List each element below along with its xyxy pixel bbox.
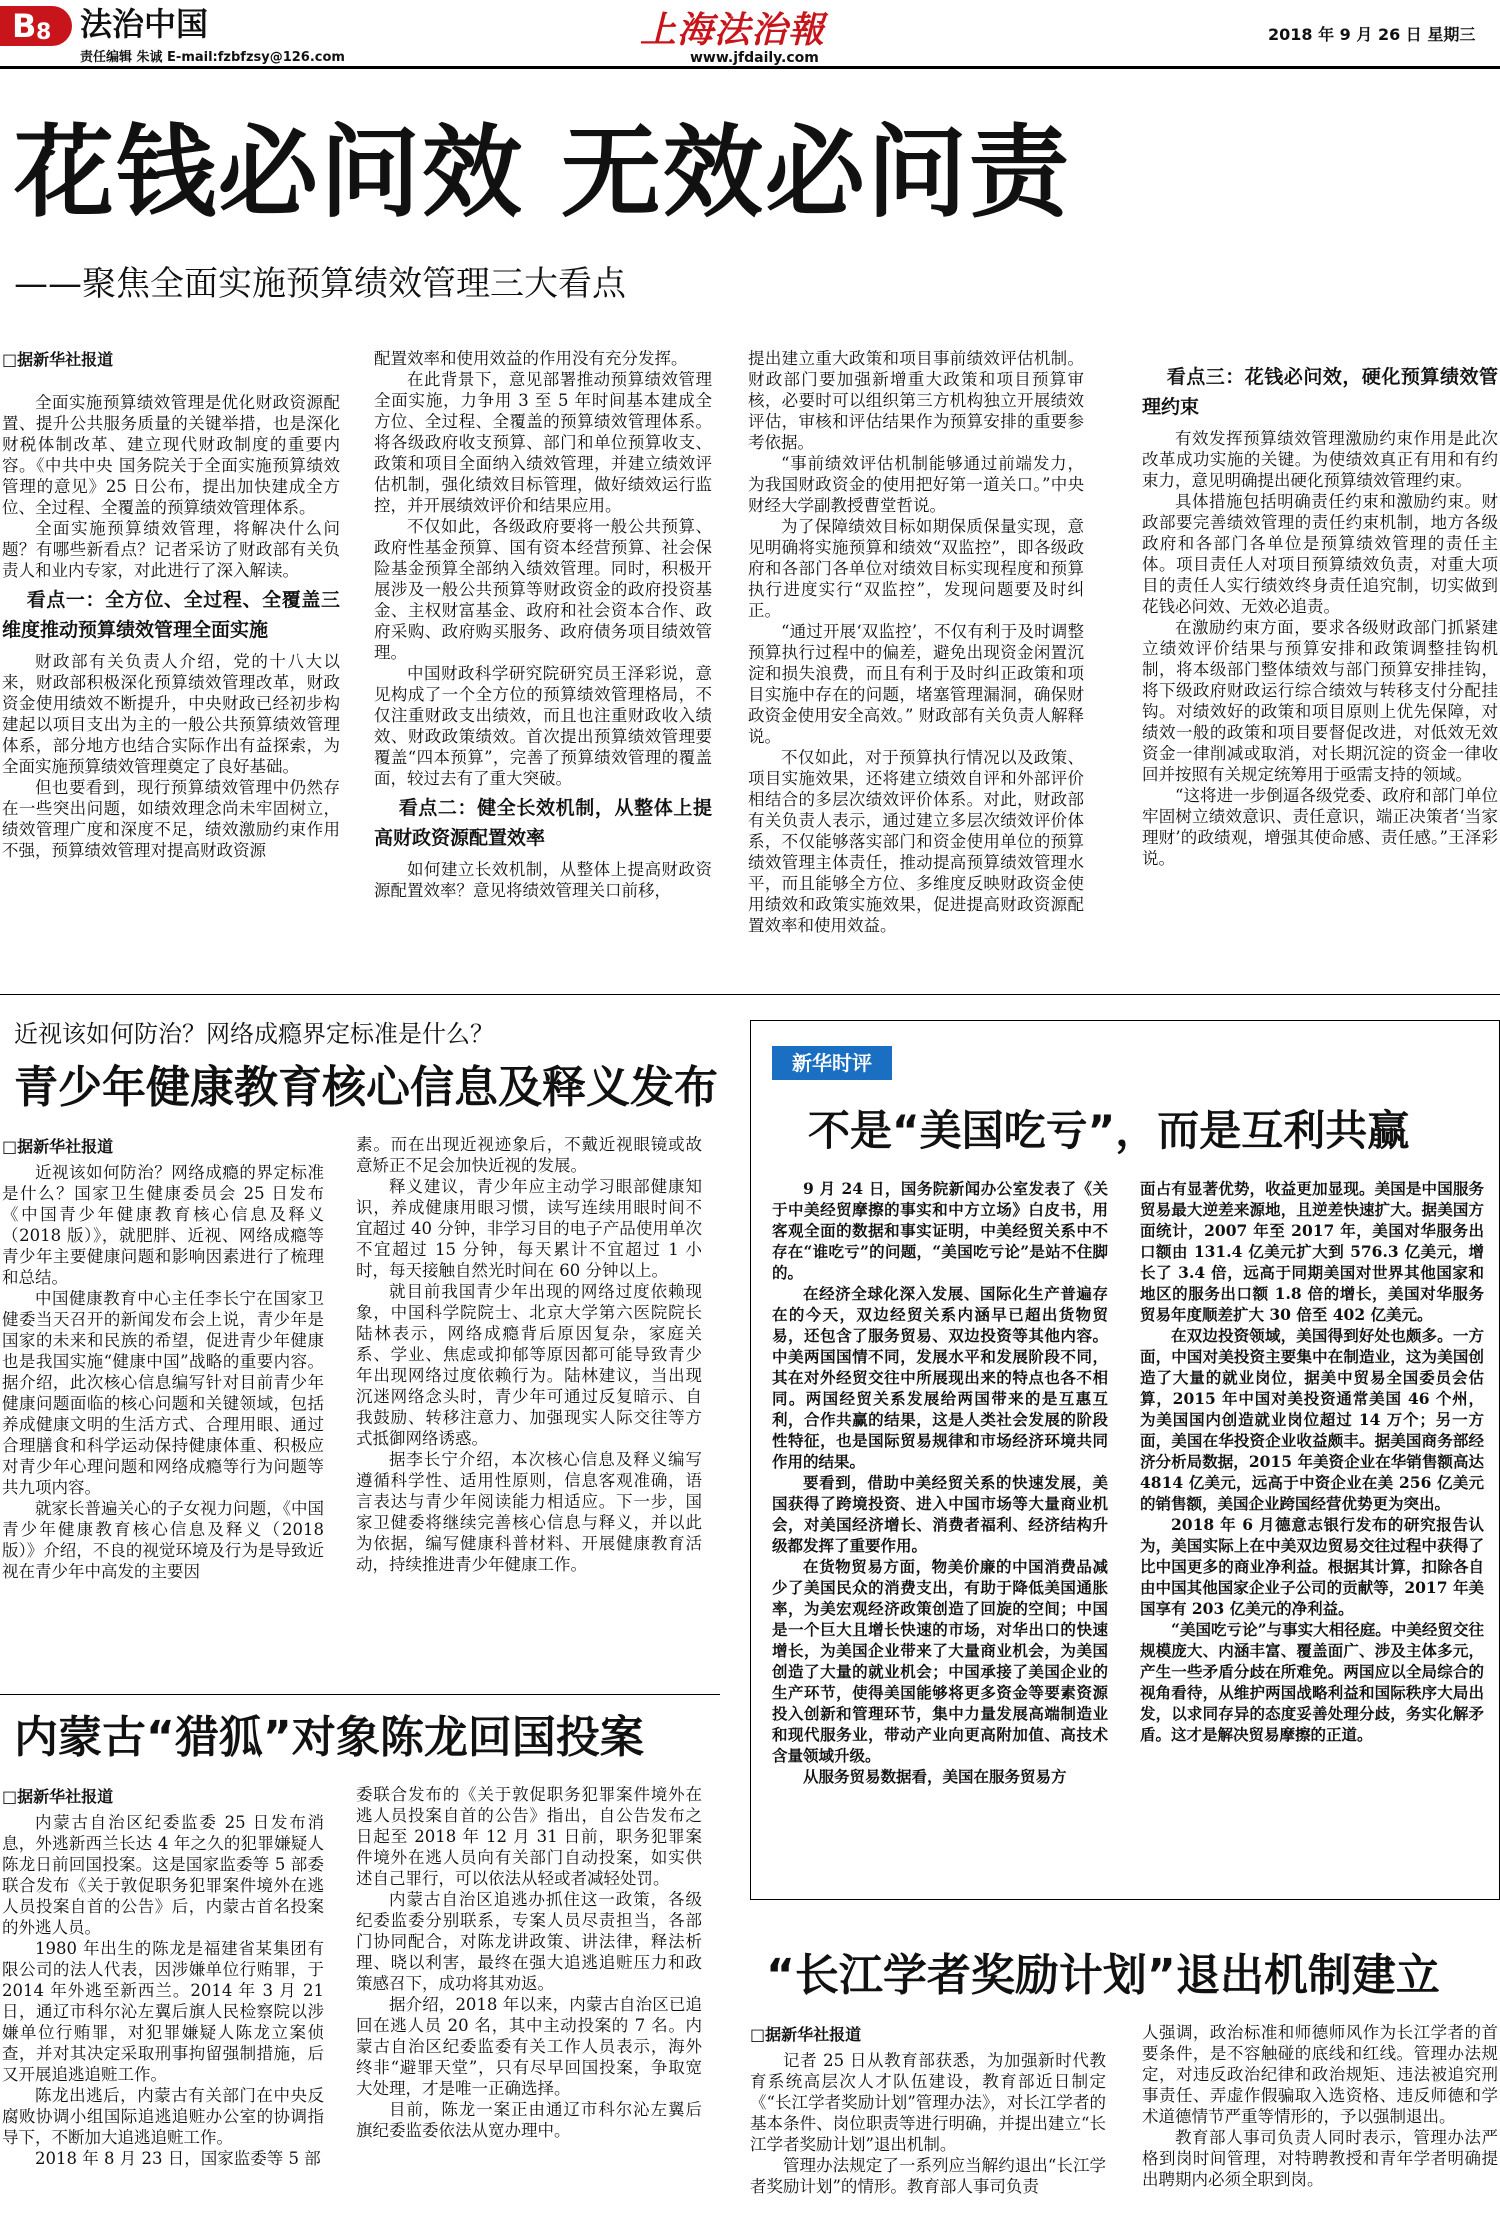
story2-bottom-rule xyxy=(0,1694,720,1695)
story1-column-4: 看点三：花钱必问效，硬化预算绩效管理约束 有效发挥预算绩效管理激励约束作用是此次改革成功实施的关键。为使绩效真正有用和有约束力，意见明确提出硬化预算绩效管理约束。 具体措施包括明确责任约束和激励约束。财政部要完善绩效管理的责任约束机制，地方各级政府和各部门各单位是预算绩效管理的责任主体。项目责任人对项目预算绩效负责，对重大项目的责任人实行绩效终身责任追究制，切实做到花钱必问效、无效必追责。 在激励约束方面，要求各级财政部门抓紧建立绩效评价结果与预算安排和政策调整挂钩机制，将本级部门整体绩效与部门预算安排挂钩，将下级政府财政运行综合绩效与转移支付分配挂钩。对绩效好的政策和项目原则上优先保障，对绩效一般的政策和项目要督促改进，对低效无效资金一律削减或取消，对长期沉淀的资金一律收回并按照有关规定统筹用于亟需支持的领域。 “这将进一步倒逼各级党委、政府和部门单位牢固树立绩效意识、责任意识，端正决策者‘当家理财’的政绩观，增强其使命感、责任感。”王泽彩说。 xyxy=(1142,358,1498,972)
story4-column-2: 面占有显著优势，收益更加显现。美国是中国服务贸易最大逆差来源地，且逆差快速扩大。据美国方面统计，2007 年至 2017 年，美国对华服务出口额由 131.4 亿美元扩大到 576.3 亿美元，增长了 3.4 倍，远高于同期美国对世界其他国家和地区的服务出口额 1.8 倍的增长，美国对华服务贸易年度顺差扩大 30 倍至 402 亿美元。 在双边投资领域，美国得到好处也颇多。一方面，中国对美投资主要集中在制造业，这为美国创造了大量的就业岗位，据美中贸易全国委员会估算，2015 年中国对美投资通常美国 46 个州，为美国国内创造就业岗位超过 14 万个；另一方面，美国在华投资企业收益颇丰。据美国商务部经济分析局数据，2015 年美资企业在华销售额高达 4814 亿美元，远高于中资企业在美 256 亿美元的销售额，美国企业跨国经营优势更为突出。 2018 年 6 月德意志银行发布的研究报告认为，美国实际上在中美双边贸易交往过程中获得了比中国更多的商业净利益。根据其计算，扣除各自由中国其他国家企业子公司的贡献等，2017 年美国享有 203 亿美元的净利益。 “美国吃亏论”与事实大相径庭。中美经贸交往规模庞大、内涵丰富、覆盖面广、涉及主体多元，产生一些矛盾分歧在所难免。两国应以全局综合的视角看待，从维护两国战略利益和国际秩序大局出发，以求同存异的态度妥善处理分歧，务实化解矛盾。这才是解决贸易摩擦的正道。 xyxy=(1140,1179,1484,1744)
story3-byline: □据新华社报道 xyxy=(2,1787,114,1806)
issue-date: 2018 年 9 月 26 日 星期三 xyxy=(1268,25,1476,44)
page-number: B xyxy=(12,7,37,45)
story1-column-1: 全面实施预算绩效管理是优化财政资源配置、提升公共服务质量的关键举措，也是深化财税体制改革、建立现代财政制度的重要内容。《中共中央 国务院关于全面实施预算绩效管理的意见》25 日公布，提出加快建成全方位、全过程、全覆盖的预算绩效管理体系。 全面实施预算绩效管理，将解决什么问题？有哪些新看点？记者采访了财政部有关负责人和业内专家，对此进行了深入解读。 看点一：全方位、全过程、全覆盖三维度推动预算绩效管理全面实施 财政部有关负责人介绍，党的十八大以来，财政部积极深化预算绩效管理改革，财政资金使用绩效不断提升，中央财政已经初步构建起以项目支出为主的一般公共预算绩效管理体系，部分地方也结合实际作出有益探索，为全面实施预算绩效管理奠定了良好基础。 但也要看到，现行预算绩效管理中仍然存在一些突出问题，如绩效理念尚未牢固树立，绩效管理广度和深度不足，绩效激励约束作用不强，预算绩效管理对提高财政资源 xyxy=(2,393,340,860)
story1-headline: 花钱必问效 无效必问责 xyxy=(14,114,1071,231)
story2-column-2: 素。而在出现近视迹象后，不戴近视眼镜或故意矫正不足会加快近视的发展。 释义建议，青少年应主动学习眼部健康知识，养成健康用眼习惯，读写连续用眼时间不宜超过 40 分钟，非学习目的电子产品使用单次不宜超过 15 分钟，每天累计不宜超过 1 小时，每天接触自然光时间在 60 分钟以上。 就目前我国青少年出现的网络过度依赖现象，中国科学院院士、北京大学第六医院院长陆林表示，网络成瘾背后原因复杂，家庭关系、学业、焦虑或抑郁等原因都可能导致青少年出现网络过度依赖行为。陆林建议，当出现沉迷网络念头时，青少年可通过反复暗示、自我鼓励、转移注意力、加强现实人际交往等方式抵御网络诱惑。 据李长宁介绍，本次核心信息及释义编写遵循科学性、适用性原则，信息客观准确，语言表达与青少年阅读能力相适应。下一步，国家卫健委将继续完善核心信息与释义，并以此为依据，编写健康科普材料、开展健康教育活动，持续推进青少年健康工作。 xyxy=(356,1135,702,1574)
page-number-sub: 8 xyxy=(36,20,52,45)
story1-column-3: 提出建立重大政策和项目事前绩效评估机制。财政部门要加强新增重大政策和项目预算审核，必要时可以组织第三方机构独立开展绩效评估，审核和评估结果作为预算安排的重要参考依据。 “事前绩效评估机制能够通过前端发力，为我国财政资金的使用把好第一道关口。”中央财经大学副教授曹堂哲说。 为了保障绩效目标如期保质保量实现，意见明确将实施预算和绩效“双监控”，即各级政府和各部门各单位对绩效目标实现程度和预算执行进度实行“双监控”，发现问题要及时纠正。 “通过开展‘双监控’，不仅有利于及时调整预算执行过程中的偏差，避免出现资金闲置沉淀和损失浪费，而且有利于及时纠正政策和项目实施中存在的问题，堵塞管理漏洞，确保财政资金使用安全高效。” 财政部有关负责人解释说。 不仅如此，对于预算执行情况以及政策、项目实施效果，还将建立绩效自评和外部评价相结合的多层次绩效评价体系。对此，财政部有关负责人表示，通过建立多层次绩效评价体系，不仅能够落实部门和资金使用单位的预算绩效管理主体责任，推动提高预算绩效管理水平，而且能够全方位、多维度反映财政资金使用绩效和政策实施效果，促进提高财政资源配置效率和使用效益。 xyxy=(748,349,1084,935)
story1-subheadline: ——聚焦全面实施预算绩效管理三大看点 xyxy=(14,264,626,304)
editor-line: 责任编辑 朱诚 E-mail:fzbfzsy@126.com xyxy=(80,50,345,65)
story2-headline: 青少年健康教育核心信息及释义发布 xyxy=(14,1062,718,1113)
masthead-rule xyxy=(0,66,1500,69)
story3-headline: 内蒙古“猎狐”对象陈龙回国投案 xyxy=(14,1712,644,1763)
story4-headline: 不是“美国吃亏”，而是互利共赢 xyxy=(808,1106,1410,1155)
story2-column-1: 近视该如何防治？网络成瘾的界定标准是什么？国家卫生健康委员会 25 日发布《中国青少年健康教育核心信息及释义（2018 版）》，就肥胖、近视、网络成瘾等青少年主要健康问题和影响因素进行了梳理和总结。 中国健康教育中心主任李长宁在国家卫健委当天召开的新闻发布会上说，青少年是国家的未来和民族的希望，促进青少年健康也是我国实施“健康中国”战略的重要内容。据介绍，此次核心信息编写针对目前青少年健康问题面临的核心问题和关键领域，包括养成健康文明的生活方式、合理用眼、通过合理膳食和科学运动保持健康体重、积极应对青少年心理问题和网络成瘾等行为问题等共九项内容。 就家长普遍关心的子女视力问题，《中国青少年健康教育核心信息及释义（2018 版）》介绍，不良的视觉环境及行为是导致近视在青少年中高发的主要因 xyxy=(2,1163,324,1581)
story5-headline: “长江学者奖励计划”退出机制建立 xyxy=(766,1950,1440,2001)
story1-bottom-rule xyxy=(0,994,1500,995)
paper-logo: 上海法治報 xyxy=(640,9,826,51)
story2-byline: □据新华社报道 xyxy=(2,1137,114,1156)
story1-byline: □据新华社报道 xyxy=(2,350,114,369)
story1-subhead-2: 看点二：健全长效机制，从整体上提高财政资源配置效率 xyxy=(374,797,712,849)
story5-column-1: 记者 25 日从教育部获悉，为加强新时代教育系统高层次人才队伍建设，教育部近日制定《“长江学者奖励计划”管理办法》，对长江学者的基本条件、岗位职责等进行明确，并提出建立“长江学者奖励计划”退出机制。 管理办法规定了一系列应当解约退出“长江学者奖励计划”的情形。教育部人事司负责 xyxy=(750,2051,1106,2196)
story4-column-1: 9 月 24 日，国务院新闻办公室发表了《关于中美经贸摩擦的事实和中方立场》白皮书，用客观全面的数据和事实证明，中美经贸关系中不存在“谁吃亏”的问题，“美国吃亏论”是站不住脚的。 在经济全球化深入发展、国际化生产普遍存在的今天，双边经贸关系内涵早已超出货物贸易，还包含了服务贸易、双边投资等其他内容。中美两国国情不同，发展水平和发展阶段不同，其在对外经贸交往中所展现出来的特点也各不相同。两国经贸关系发展给两国带来的是互惠互利，合作共赢的结果，这是人类社会发展的阶段性特征，也是国际贸易规律和市场经济环境共同作用的结果。 要看到，借助中美经贸关系的快速发展，美国获得了跨境投资、进入中国市场等大量商业机会，对美国经济增长、消费者福利、经济结构升级都发挥了重要作用。 在货物贸易方面，物美价廉的中国消费品减少了美国民众的消费支出，有助于降低美国通胀率，为美宏观经济政策创造了回旋的空间；中国是一个巨大且增长快速的市场，对华出口的快速增长，为美国企业带来了大量商业机会，为美国创造了大量的就业机会；中国承接了美国企业的生产环节，使得美国能够将更多资金等要素资源投入创新和管理环节，集中力量发展高端制造业和现代服务业，带动产业向更高附加值、高技术含量领域升级。 从服务贸易数据看，美国在服务贸易方 xyxy=(772,1179,1108,1786)
website: www.jfdaily.com xyxy=(690,50,819,66)
commentary-tag: 新华时评 xyxy=(772,1046,892,1080)
page-number-badge xyxy=(0,6,72,46)
story2-kicker: 近视该如何防治？网络成瘾界定标准是什么？ xyxy=(14,1020,494,1048)
story3-column-1: 内蒙古自治区纪委监委 25 日发布消息，外逃新西兰长达 4 年之久的犯罪嫌疑人陈龙日前回国投案。这是国家监委等 5 部委联合发布《关于敦促职务犯罪案件境外在逃人员投案自首的公告》后，内蒙古首名投案的外逃人员。 1980 年出生的陈龙是福建省某集团有限公司的法人代表，因涉嫌单位行贿罪，于 2014 年外逃至新西兰。2014 年 3 月 21 日，通辽市科尔沁左翼后旗人民检察院以涉嫌单位行贿罪，对犯罪嫌疑人陈龙立案侦查，并对其决定采取刑事拘留强制措施，后又开展追逃追赃工作。 陈龙出逃后，内蒙古有关部门在中央反腐败协调小组国际追逃追赃办公室的协调指导下，不断加大追逃追赃工作。 2018 年 8 月 23 日，国家监委等 5 部 xyxy=(2,1813,324,2168)
story5-column-2: 人强调，政治标准和师德师风作为长江学者的首要条件，是不容触碰的底线和红线。管理办法规定，对违反政治纪律和政治规矩、违法被追究刑事责任、弄虚作假骗取入选资格、违反师德和学术道德情节严重等情形的，予以强制退出。 教育部人事司负责人同时表示，管理办法严格到岗时间管理，对特聘教授和青年学者明确提出聘期内必须全职到岗。 xyxy=(1142,2023,1498,2189)
story1-subhead-1: 看点一：全方位、全过程、全覆盖三维度推动预算绩效管理全面实施 xyxy=(2,589,340,641)
story5-byline: □据新华社报道 xyxy=(750,2025,862,2044)
story1-subhead-3: 看点三：花钱必问效，硬化预算绩效管理约束 xyxy=(1142,366,1498,418)
story1-column-2: 配置效率和使用效益的作用没有充分发挥。 在此背景下，意见部署推动预算绩效管理全面实施，力争用 3 至 5 年时间基本建成全方位、全过程、全覆盖的预算绩效管理体系。将各级政府收支预算、部门和单位预算收支、政策和项目全面纳入绩效管理，并建立绩效评估机制，强化绩效目标管理，做好绩效运行监控，并开展绩效评价和结果应用。 不仅如此，各级政府要将一般公共预算、政府性基金预算、国有资本经营预算、社会保险基金预算全部纳入绩效管理。同时，积极开展涉及一般公共预算等财政资金的政府投资基金、主权财富基金、政府和社会资本合作、政府采购、政府购买服务、政府债务项目绩效管理。 中国财政科学研究院研究员王泽彩说，意见构成了一个全方位的预算绩效管理格局，不仅注重财政支出绩效，而且也注重财政收入绩效、财政政策绩效。首次提出预算绩效管理要覆盖“四本预算”，完善了预算绩效管理的覆盖面，较过去有了重大突破。 看点二：健全长效机制，从整体上提高财政资源配置效率 如何建立长效机制，从整体上提高财政资源配置效率？意见将绩效管理关口前移， xyxy=(374,349,712,900)
story3-column-2: 委联合发布的《关于敦促职务犯罪案件境外在逃人员投案自首的公告》指出，自公告发布之日起至 2018 年 12 月 31 日前，职务犯罪案件境外在逃人员向有关部门自动投案，如实供述自己罪行，可以依法从轻或者减轻处罚。 内蒙古自治区追逃办抓住这一政策，各级纪委监委分别联系，专案人员尽责担当，各部门协同配合，对陈龙讲政策、讲法律，释法析理、晓以利害，最终在强大追逃追赃压力和政策感召下，成功将其劝返。 据介绍，2018 年以来，内蒙古自治区已追回在逃人员 20 名，其中主动投案的 7 名。内蒙古自治区纪委监委有关工作人员表示，海外终非“避罪天堂”，只有尽早回国投案，争取宽大处理，才是唯一正确选择。 目前，陈龙一案正由通辽市科尔沁左翼后旗纪委监委依法从宽办理中。 xyxy=(356,1785,702,2140)
section-title: 法治中国 xyxy=(80,5,209,43)
